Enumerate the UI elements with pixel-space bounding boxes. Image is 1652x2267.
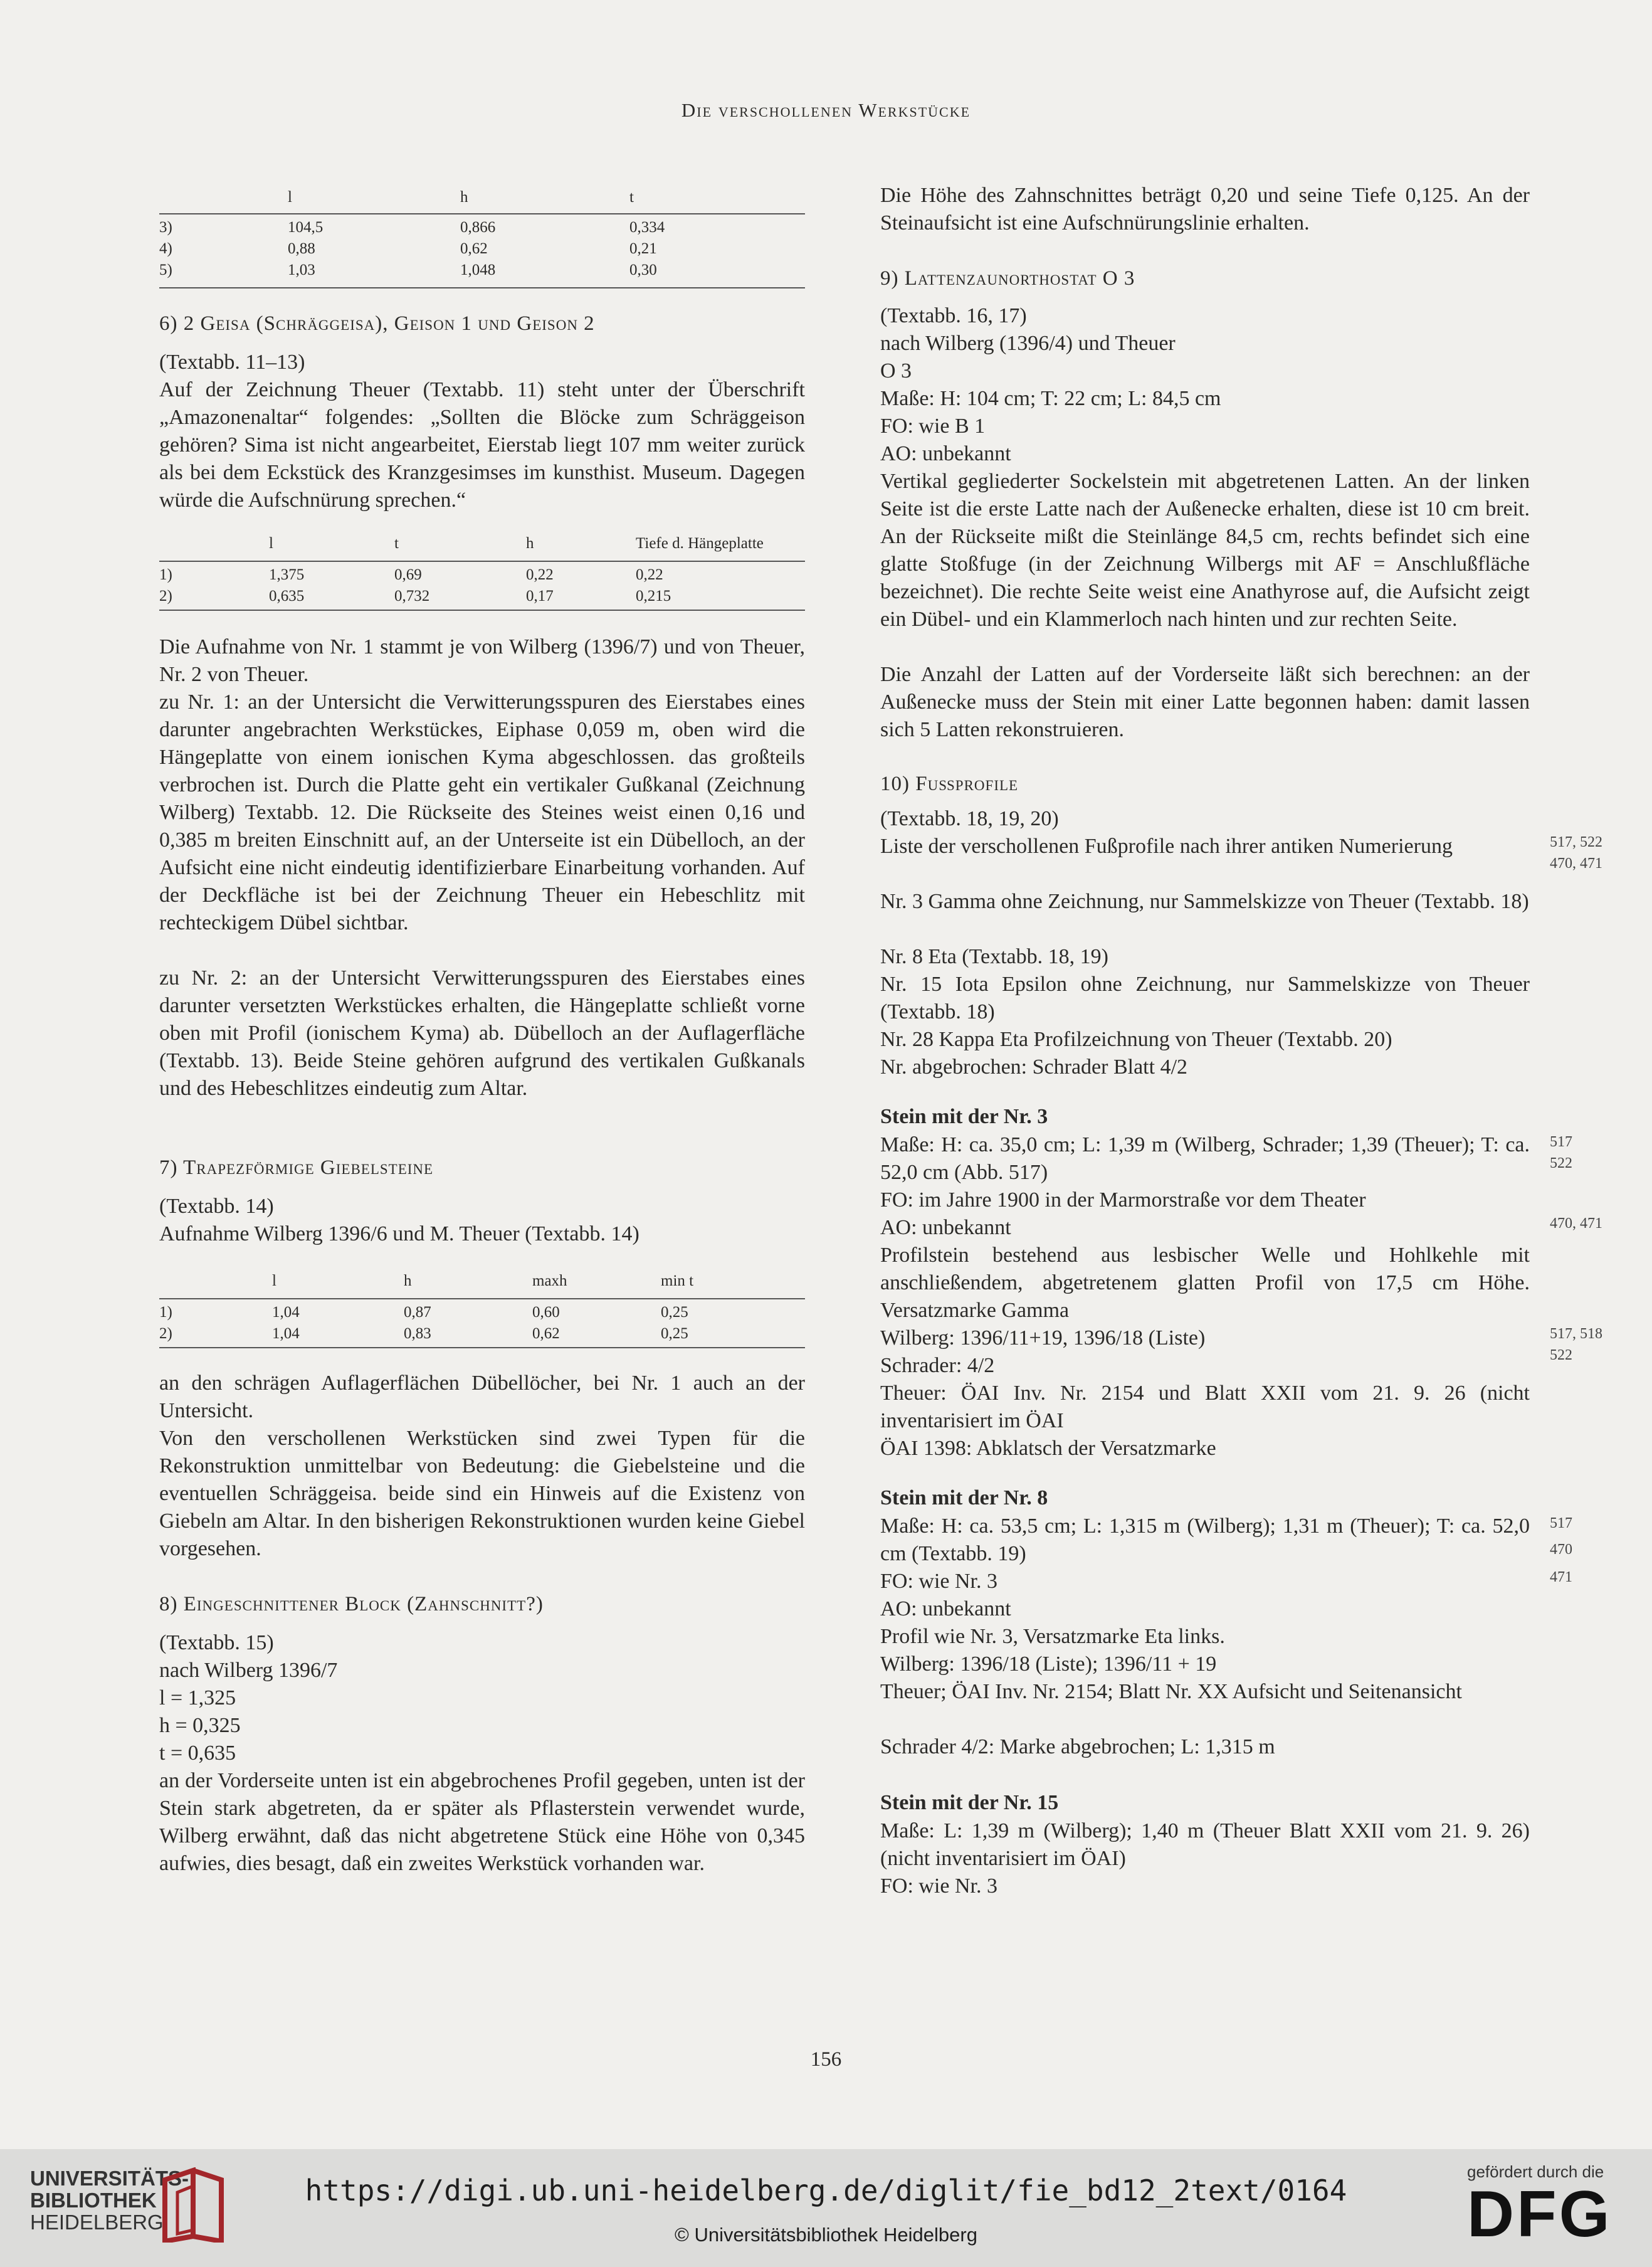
list-item: (Textabb. 16, 17) (880, 304, 1027, 327)
table-1-body: 3) 104,5 0,866 0,334 4) 0,88 0,62 0,21 5) 1,03 1,048 0,30 (159, 219, 665, 278)
list-item: Profil wie Nr. 3, Versatzmarke Eta links. (880, 1625, 1225, 1648)
dfg-wordmark: DFG (1467, 2178, 1613, 2251)
list-item: l = 1,325 (159, 1686, 236, 1709)
list-item: Maße: H: ca. 53,5 cm; L: 1,315 m (Wilberg); 1,31 m (Theuer); T: ca. 52,0 cm (Textabb. 19) (880, 1514, 1530, 1565)
section-ref: (Textabb. 11–13) (159, 351, 305, 374)
list-item: Theuer: ÖAI Inv. Nr. 2154 und Blatt XXII vom 21. 9. 26 (nicht inventarisiert im ÖAI (880, 1382, 1530, 1432)
list-item: Schrader: 4/2 (880, 1354, 995, 1377)
list-item: Maße: H: ca. 35,0 cm; L: 1,39 m (Wilberg, Schrader; 1,39 (Theuer); T: ca. 52,0 cm (Abb. 517) (880, 1133, 1530, 1184)
section-heading-9: 9) Lattenzaunorthostat O 3 (880, 267, 1135, 290)
paragraph: Die Höhe des Zahnschnittes beträgt 0,20 und seine Tiefe 0,125. An der Steinaufsicht ist eine Aufschnürungslinie erhalten. (880, 184, 1530, 235)
margin-ref: 522 (1550, 1347, 1572, 1363)
paragraph: Vertikal gegliederter Sockelstein mit abgetretenen Latten. An der linken Seite ist die erste Latte nach der Außenecke erhalten, diese ist 10 cm breit. An der Rückseite mißt die Steinlänge 84,5 cm, rechts befindet sich eine glatte Stoßfuge (in der Zeichnung Wilbergs mit AF = Anschlußfläche bezeichnet). Die rechte Seite weist eine Anathyrose auf, die Aufsicht zeigt ein Dübel- und ein Klammerloch nach hinten und zur rechten Seite. (880, 470, 1530, 631)
list-item: AO: unbekannt (880, 1216, 1011, 1239)
list-item: O 3 (880, 359, 912, 383)
section-heading-10: 10) Fußprofile (880, 773, 1019, 795)
list-item: t = 0,635 (159, 1741, 236, 1765)
stone-heading-15: Stein mit der Nr. 15 (880, 1791, 1059, 1814)
paragraph: an den schrägen Auflagerflächen Dübellöcher, bei Nr. 1 auch an der Untersicht. (159, 1371, 805, 1422)
funded-by-text: gefördert durch die (1467, 2162, 1604, 2181)
list-item: Liste der verschollenen Fußprofile nach ihrer antiken Numerierung (880, 835, 1453, 858)
paragraph: Die Aufnahme von Nr. 1 stammt je von Wilberg (1396/7) und von Theuer, Nr. 2 von Theuer. (159, 635, 805, 686)
stone-heading-8: Stein mit der Nr. 8 (880, 1486, 1048, 1509)
list-item: h = 0,325 (159, 1714, 241, 1737)
paragraph: Auf der Zeichnung Theuer (Textabb. 11) steht unter der Überschrift „Amazonenaltar“ folgendes: „Sollten die Blöcke zum Schräggeison gehören? Sima ist nicht angearbeitet, Eierstab liegt 107 mm weiter zurück als bei dem Eckstück des Kranzgesimses im kunsthist. Museum. Dagegen würde die Aufschnürung sprechen.“ (159, 378, 805, 512)
list-item: Nr. 8 Eta (Textabb. 18, 19) (880, 945, 1108, 968)
list-item: Wilberg: 1396/18 (Liste); 1396/11 + 19 (880, 1652, 1217, 1676)
list-item: Schrader 4/2: Marke abgebrochen; L: 1,315 m (880, 1735, 1275, 1758)
list-item: FO: wie Nr. 3 (880, 1874, 997, 1898)
dfg-logo[interactable] (1467, 2162, 1613, 2251)
section-heading-6: 6) 2 Geisa (Schräggeisa), Geison 1 und Geison 2 (159, 312, 595, 335)
logo-text: BIBLIOTHEK (30, 2189, 157, 2212)
list-item: (Textabb. 15) (159, 1631, 274, 1654)
list-item: FO: im Jahre 1900 in der Marmorstraße vor dem Theater (880, 1188, 1366, 1212)
list-item: Wilberg: 1396/11+19, 1396/18 (Liste) (880, 1326, 1206, 1350)
paragraph: Aufnahme Wilberg 1396/6 und M. Theuer (Textabb. 14) (159, 1222, 639, 1245)
paragraph: zu Nr. 1: an der Untersicht die Verwitterungsspuren des Eierstabes eines darunter angebrachten Werkstückes, Eiphase 0,059 m, oben wird die Hängeplatte von einem ionischen Kyma abgeschlossen. das großteils verbrochen ist. Durch die Platte geht ein vertikaler Gußkanal (Zeichnung Wilberg) Textabb. 12. Die Rückseite des Steines weist einen 0,16 und 0,385 m breiten Einschnitt auf, an der Unterseite ist ein Dübelloch, an der Aufsicht eine nicht eindeutig identifizierbare Einarbeitung vorhanden. Auf der Deckfläche ist bei der Zeichnung Theuer ein Hebeschlitz mit rechteckigem Dübel sichtbar. (159, 690, 805, 934)
logo-text: HEIDELBERG (30, 2211, 164, 2234)
list-item: Maße: L: 1,39 m (Wilberg); 1,40 m (Theuer Blatt XXII vom 21. 9. 26) (nicht inventarisiert im ÖAI) (880, 1819, 1530, 1870)
margin-ref: 517 (1550, 1134, 1572, 1150)
list-item: nach Wilberg 1396/7 (159, 1659, 338, 1682)
list-item: Nr. abgebrochen: Schrader Blatt 4/2 (880, 1055, 1188, 1079)
margin-ref: 470, 471 (1550, 1215, 1602, 1232)
list-item: AO: unbekannt (880, 1597, 1011, 1620)
paragraph: Von den verschollenen Werkstücken sind zwei Typen für die Rekonstruktion unmittelbar von Bedeutung: die Giebelsteine und die eventuellen Schräggeisa. beide sind ein Hinweis auf die Existenz von Giebeln am Altar. In den bisherigen Rekonstruktionen wurden keine Giebel vorgesehen. (159, 1427, 805, 1560)
permalink-url[interactable]: https://digi.ub.uni-heidelberg.de/diglit/fie_bd12_2text/0164 (305, 2174, 1347, 2207)
page-number: 156 (810, 2048, 842, 2071)
list-item: Maße: H: 104 cm; T: 22 cm; L: 84,5 cm (880, 387, 1221, 410)
list-item: Nr. 28 Kappa Eta Profilzeichnung von Theuer (Textabb. 20) (880, 1028, 1392, 1051)
margin-ref: 517, 522 (1550, 834, 1602, 850)
section-heading-8: 8) Eingeschnittener Block (Zahnschnitt?) (159, 1593, 544, 1615)
section-heading-7: 7) Trapezförmige Giebelsteine (159, 1156, 434, 1179)
paragraph: zu Nr. 2: an der Untersicht Verwitterungsspuren des Eierstabes eines darunter versetzten Werkstückes erhalten, die Hängeplatte schließt vorne oben mit Profil (ionischem Kyma) ab. Dübelloch an der Auflagerfläche (Textabb. 13). Beide Steine gehören aufgrund des vertikalen Gußkanals und des Hebeschlitzes eindeutig zum Altar. (159, 966, 805, 1100)
paragraph: an der Vorderseite unten ist ein abgebrochenes Profil gegeben, unten ist der Stein stark abgetreten, da er später als Pflasterstein verwendet wurde, Wilberg erwähnt, daß das nicht abgetretene Stück eine Höhe von 0,345 aufwies, dies besagt, daß ein zweites Werkstück vorhanden war. (159, 1769, 805, 1875)
margin-ref: 517, 518 (1550, 1326, 1602, 1342)
section-ref: (Textabb. 14) (159, 1195, 274, 1218)
list-item: Profilstein bestehend aus lesbischer Welle und Hohlkehle mit anschließendem, abgetretenem glatten Profil von 17,5 cm Höhe. Versatzmarke Gamma (880, 1244, 1530, 1322)
table-3: l h maxh min t 1) 1,04 0,87 0,60 0,25 2) 1,04 0,83 0,62 0,25 (159, 1272, 694, 1342)
margin-ref: 522 (1550, 1155, 1572, 1171)
list-item: Nr. 15 Iota Epsilon ohne Zeichnung, nur Sammelskizze von Theuer (Textabb. 18) (880, 973, 1530, 1023)
logo-text: UNIVERSITÄTS- (30, 2167, 189, 2190)
list-item: Theuer; ÖAI Inv. Nr. 2154; Blatt Nr. XX Aufsicht und Seitenansicht (880, 1680, 1462, 1703)
margin-ref: 517 (1550, 1515, 1572, 1531)
table-2: l t h Tiefe d. Hängeplatte 1) 1,375 0,69 0,22 0,22 2) 0,635 0,732 0,17 0,215 (159, 535, 764, 605)
list-item: FO: wie Nr. 3 (880, 1570, 997, 1593)
table-header: h (460, 189, 468, 206)
table-header: t (629, 189, 634, 206)
list-item: Nr. 3 Gamma ohne Zeichnung, nur Sammelskizze von Theuer (Textabb. 18) (880, 890, 1529, 913)
copyright-notice: © Universitätsbibliothek Heidelberg (675, 2224, 977, 2246)
margin-ref: 470, 471 (1550, 855, 1602, 872)
table-header: l (288, 189, 292, 206)
paragraph: Die Anzahl der Latten auf der Vorderseite läßt sich berechnen: an der Außenecke muss der Stein mit einer Latte begonnen haben: damit lassen sich 5 Latten rekonstruieren. (880, 663, 1530, 741)
footer-band (0, 2149, 1652, 2267)
stone-heading-3: Stein mit der Nr. 3 (880, 1105, 1048, 1128)
margin-ref: 471 (1550, 1569, 1572, 1585)
list-item: nach Wilberg (1396/4) und Theuer (880, 332, 1176, 355)
margin-ref: 470 (1550, 1541, 1572, 1558)
list-item: AO: unbekannt (880, 442, 1011, 465)
list-item: FO: wie B 1 (880, 415, 986, 438)
section-ref: (Textabb. 18, 19, 20) (880, 807, 1059, 830)
running-title: Die verschollenen Werkstücke (681, 99, 971, 121)
list-item: ÖAI 1398: Abklatsch der Versatzmarke (880, 1437, 1216, 1460)
